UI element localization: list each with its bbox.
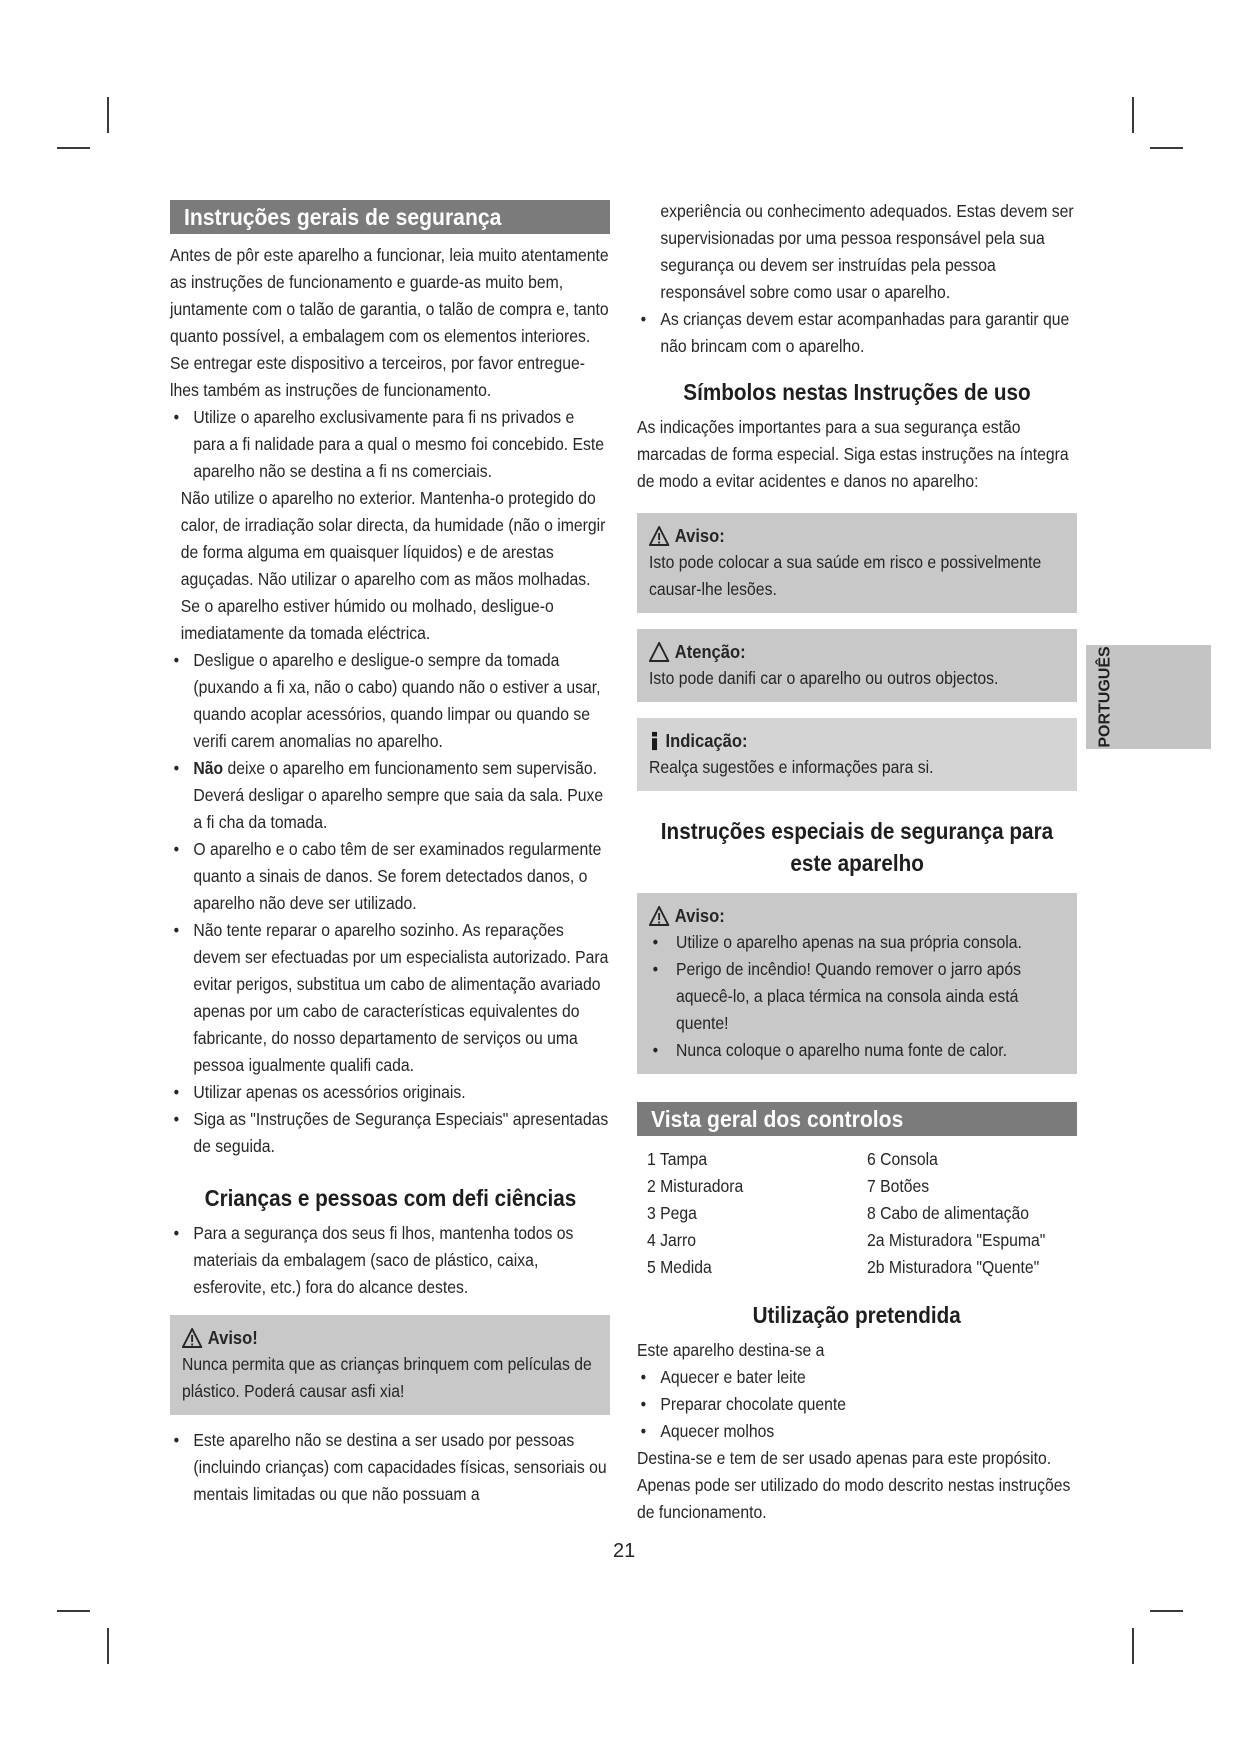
list-item: • Aquecer e bater leite: [637, 1364, 1077, 1391]
list-item: • Utilize o aparelho exclusivamente para fi ns privados e para a fi nalidade para a qual o mesmo foi concebido. Este aparelho não se destina a fi ns comerciais.: [170, 404, 610, 485]
control-item: 2 Misturadora: [647, 1176, 744, 1196]
language-tab-label: PORTUGUÊS: [1097, 646, 1114, 748]
symbols-heading: Símbolos nestas Instruções de uso: [683, 379, 1031, 405]
general-intro: Antes de pôr este aparelho a funcionar, leia muito atentamente as instruções de funcionamento e guarde-as muito bem, juntamente com o talão de garantia, o talão de compra e, tanto quanto possível, a embalagem com os elementos interiores. Se entregar este dispositivo a terceiros, por favor entregue-lhes também as instruções de funcionamento.: [170, 245, 609, 400]
intended-use-heading: Utilização pretendida: [752, 1302, 962, 1328]
list-item: • Perigo de incêndio! Quando remover o jarro após aquecê-lo, a placa térmica na consola ainda está quente!: [649, 956, 1072, 1037]
symbols-intro: As indicações importantes para a sua segurança estão marcadas de forma especial. Siga estas instruções na íntegra de modo a evitar acidentes e danos no aparelho:: [637, 417, 1069, 491]
control-item: 2a Misturadora "Espuma": [867, 1230, 1046, 1250]
control-item: 3 Pega: [647, 1203, 697, 1223]
special-warning-title: Aviso:: [649, 903, 1032, 929]
list-item: • As crianças devem estar acompanhadas para garantir que não brincam com o aparelho.: [637, 306, 1077, 360]
atencao-box: [637, 629, 1077, 702]
special-warning-box: [637, 893, 1077, 1074]
children-heading: Crianças e pessoas com defi ciências: [204, 1185, 576, 1211]
control-item: 4 Jarro: [647, 1230, 697, 1250]
special-warning-list: [649, 929, 1072, 1064]
crop-mark: [1132, 1628, 1134, 1664]
left-column: [170, 200, 610, 1508]
crop-mark: [107, 1628, 109, 1664]
warning-box-plastic: [170, 1315, 610, 1415]
list-item: • Para a segurança dos seus fi lhos, mantenha todos os materiais da embalagem (saco de plástico, caixa, esferovite, etc.) fora do alcance destes.: [170, 1220, 610, 1301]
control-item: 7 Botões: [867, 1176, 930, 1196]
warning-box-text: Nunca permita que as crianças brinquem com películas de plástico. Poderá causar asfi xia!: [182, 1354, 592, 1401]
list-item: • Não deixe o aparelho em funcionamento sem supervisão. Deverá desligar o aparelho sempre que saia da sala. Puxe a fi cha da tomada.: [170, 755, 610, 836]
atencao-text: Isto pode danifi car o aparelho ou outros objectos.: [649, 668, 999, 688]
list-item: • Preparar chocolate quente: [637, 1391, 1077, 1418]
intended-use-end: Destina-se e tem de ser usado apenas para este propósito. Apenas pode ser utilizado do modo descrito nestas instruções de funcionamento.: [637, 1448, 1071, 1522]
crop-mark: [57, 1610, 90, 1612]
children-list-continued: [637, 198, 1077, 360]
aviso-title: Aviso:: [649, 523, 1032, 549]
list-item: • Não tente reparar o aparelho sozinho. As reparações devem ser efectuadas por um especialista autorizado. Para evitar perigos, substitua um cabo de alimentação avariado apenas por um cabo de características equivalentes do fabricante, do nosso departamento de serviços ou uma pessoa igualmente qualifi cada.: [170, 917, 610, 1079]
warning-triangle-icon: [182, 1328, 202, 1348]
indicacao-text: Realça sugestões e informações para si.: [649, 757, 934, 777]
crop-mark: [1150, 147, 1183, 149]
list-item: • O aparelho e o cabo têm de ser examinados regularmente quanto a sinais de danos. Se forem detectados danos, o aparelho não deve ser utilizado.: [170, 836, 610, 917]
indicacao-title: Indicação:: [649, 728, 1032, 754]
children-list: [170, 1220, 610, 1301]
controls-heading: Vista geral dos controlos: [637, 1102, 1077, 1136]
info-icon: [649, 731, 660, 751]
crop-mark: [1132, 97, 1134, 133]
intended-use-intro: Este aparelho destina-se a: [637, 1340, 825, 1360]
list-item: • Este aparelho não se destina a ser usado por pessoas (incluindo crianças) com capacidades físicas, sensoriais ou mentais limitadas ou que não possuam a: [170, 1427, 610, 1508]
control-item: 5 Medida: [647, 1257, 712, 1277]
right-column: [637, 198, 1077, 1526]
crop-mark: [1150, 1610, 1183, 1612]
control-item: 1 Tampa: [647, 1149, 708, 1169]
list-item: • Aquecer molhos: [637, 1418, 1077, 1445]
control-item: 2b Misturadora "Quente": [867, 1257, 1040, 1277]
page-number: 21: [613, 1540, 636, 1562]
general-safety-heading: Instruções gerais de segurança: [170, 200, 610, 234]
list-item: • Utilizar apenas os acessórios originais.: [170, 1079, 610, 1106]
list-item: • Siga as "Instruções de Segurança Especiais" apresentadas de seguida.: [170, 1106, 610, 1160]
caution-triangle-icon: [649, 642, 669, 662]
indicacao-box: [637, 718, 1077, 791]
controls-list: [637, 1146, 1077, 1281]
list-item: • Desligue o aparelho e desligue-o sempre da tomada (puxando a fi xa, não o cabo) quando não o estiver a usar, quando acoplar acessórios, quando limpar ou quando se verifi carem anomalias no aparelho.: [170, 647, 610, 755]
list-item: • Nunca coloque o aparelho numa fonte de calor.: [649, 1037, 1072, 1064]
children-list-2: [170, 1427, 610, 1508]
warning-triangle-icon: [649, 906, 669, 926]
atencao-title: Atenção:: [649, 639, 1032, 665]
crop-mark: [57, 147, 90, 149]
crop-mark: [107, 97, 109, 133]
intended-use-list: [637, 1364, 1077, 1445]
special-safety-heading: Instruções especiais de segurança para: [660, 818, 1054, 844]
emphasis: Não: [193, 758, 224, 778]
list-item: Não utilize o aparelho no exterior. Mantenha-o protegido do calor, de irradiação solar directa, da humidade (não o imergir de forma alguma em quaisquer líquidos) e de arestas aguçadas. Não utilizar o aparelho com as mãos molhadas. Se o aparelho estiver húmido ou molhado, desligue-o imediatamente da tomada eléctrica.: [180, 488, 606, 643]
special-safety-heading-line2: este aparelho: [790, 850, 924, 876]
list-item: experiência ou conhecimento adequados. Estas devem ser supervisionadas por uma pessoa responsável pela sua segurança ou devem ser instruídas pela pessoa responsável sobre como usar o aparelho.: [660, 201, 1074, 302]
aviso-text: Isto pode colocar a sua saúde em risco e possivelmente causar-lhe lesões.: [649, 552, 1042, 599]
warning-box-title: Aviso!: [182, 1325, 565, 1351]
warning-triangle-icon: [649, 526, 669, 546]
general-safety-list: [170, 404, 610, 1160]
list-item: • Utilize o aparelho apenas na sua própria consola.: [649, 929, 1072, 956]
control-item: 6 Consola: [867, 1149, 938, 1169]
aviso-box: [637, 513, 1077, 613]
control-item: 8 Cabo de alimentação: [867, 1203, 1029, 1223]
